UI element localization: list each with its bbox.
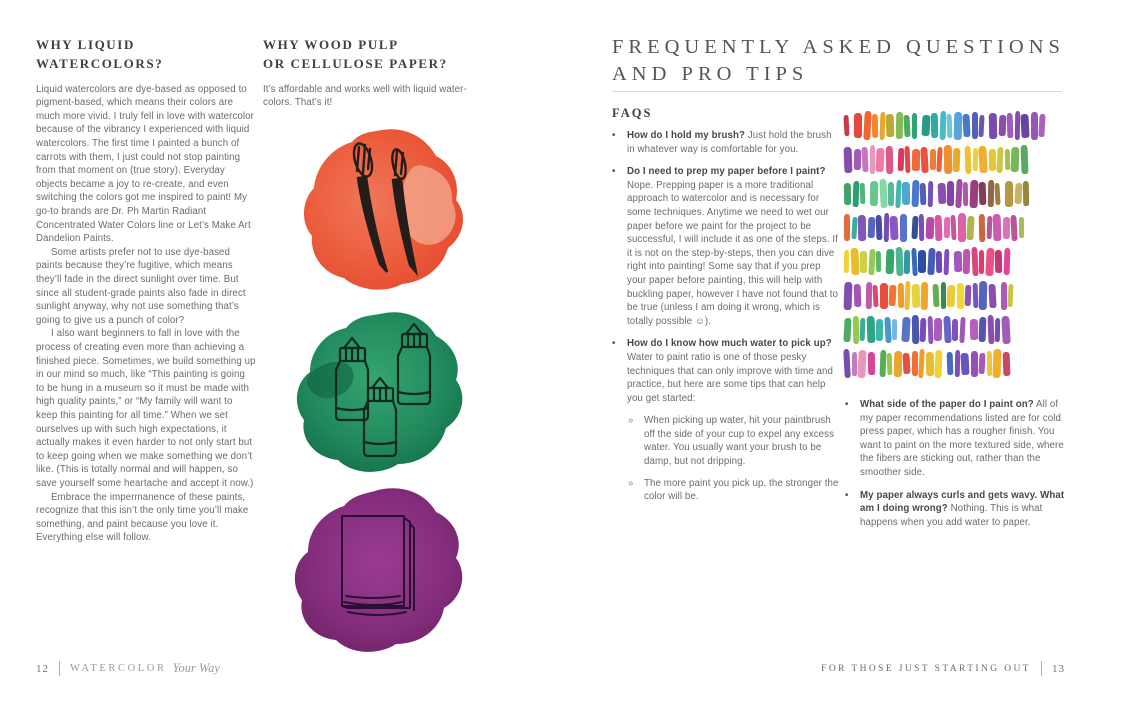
paint-stroke xyxy=(879,179,888,208)
paint-stroke xyxy=(987,315,994,344)
watercolor-blob-bottles-illustration xyxy=(288,304,470,484)
paint-stroke xyxy=(867,352,874,375)
paint-stroke xyxy=(892,319,897,340)
section-title-line1: WHY WOOD PULP xyxy=(263,37,399,52)
paint-stroke xyxy=(905,146,911,173)
paint-stroke xyxy=(919,214,924,241)
paint-stroke xyxy=(992,349,1001,378)
paint-stroke xyxy=(956,282,963,308)
paint-stroke xyxy=(963,249,970,274)
tip-text: The more paint you pick up, the stronger the color will be. xyxy=(644,477,839,503)
paint-stroke xyxy=(851,216,857,238)
book-title: WATERCOLOR xyxy=(70,663,167,674)
paint-stroke xyxy=(921,281,928,309)
paint-stroke xyxy=(936,147,942,172)
swatch-row xyxy=(844,282,1068,309)
paint-stroke xyxy=(911,315,919,344)
paint-stroke xyxy=(872,284,878,306)
faq-question: Do I need to prep my paper before I paint? xyxy=(627,166,826,178)
right-page-footer xyxy=(821,661,1065,676)
paint-stroke xyxy=(947,352,954,375)
paint-stroke xyxy=(1011,147,1020,172)
paint-stroke xyxy=(930,149,936,170)
paint-stroke xyxy=(953,111,961,139)
paint-stroke xyxy=(925,216,934,238)
paint-stroke xyxy=(989,112,997,138)
faq-item xyxy=(845,489,1069,530)
paint-stroke xyxy=(946,284,955,306)
paint-stroke xyxy=(875,147,884,171)
faq-text xyxy=(627,337,842,405)
paint-stroke xyxy=(911,283,920,307)
paint-stroke xyxy=(979,317,987,342)
paint-stroke xyxy=(854,113,862,138)
faq-question: What side of the paper do I paint on? xyxy=(860,399,1034,410)
bullet-icon: • xyxy=(845,489,849,501)
paint-stroke xyxy=(996,146,1003,172)
paint-stroke xyxy=(1014,111,1020,140)
paint-stroke xyxy=(912,113,917,139)
paint-stroke xyxy=(903,114,910,136)
paint-stroke xyxy=(895,112,902,139)
paragraph: Some artists prefer not to use dye-based paints because they’re fugitive, which means they’ll fade in the direct sunlight over time. But since all student-grade paints also fade in direct sunlight anyway, why not use something that’s going to give us a punch of color? xyxy=(36,246,246,326)
paint-stroke xyxy=(1038,114,1045,137)
paint-stroke xyxy=(1001,282,1007,310)
paint-stroke xyxy=(853,149,860,170)
paint-stroke xyxy=(897,148,904,171)
footer-divider xyxy=(1041,661,1042,676)
paint-stroke xyxy=(1002,351,1010,375)
tip-text: When picking up water, hit your paintbrush off the side of your cup to expel any excess water. You usually want your brush to be damp, but not dripping. xyxy=(644,415,835,468)
paragraph: Liquid watercolors are dye-based as opposed to pigment-based, which means their colors are much more vivid. I truly fell in love with watercolor because of the vibrancy I experienced with liquid watercolors. The first time I painted a bunch of carrots with them, I just could not stop painting from that moment on (true story). Everyday objects became a joy to re-create, and even switching the colors got me inspired to paint! My go-to brands are Dr. Ph Martin Radiant Concentrated Water Colors line or Let’s Make Art Dandelion Paints. xyxy=(36,83,254,245)
paragraph: It’s affordable and works well with liquid water-colors. That’s it! xyxy=(263,83,467,109)
paint-stroke xyxy=(969,179,978,207)
faq-question: How do I hold my brush? xyxy=(627,130,746,141)
heading-rule xyxy=(612,91,1062,92)
paint-stroke xyxy=(987,180,993,207)
paint-stroke xyxy=(995,250,1002,273)
paint-stroke xyxy=(943,248,949,274)
faq-sub-tip xyxy=(628,477,842,504)
paint-stroke xyxy=(883,213,889,242)
paint-stroke xyxy=(902,353,910,374)
paint-stroke xyxy=(952,319,958,341)
faq-answer: All of my paper recommendations listed are for cold press paper, which has a rougher finish. You want to paint on the more textured side, where the fibers are sticking out, rather than the smoother side. xyxy=(860,399,1064,478)
faqs-heading: FAQS xyxy=(612,106,653,120)
paint-stroke xyxy=(935,349,943,377)
faq-question: My paper always curls and gets wavy. What am I doing wrong? xyxy=(860,489,1065,515)
paint-stroke xyxy=(1007,284,1013,307)
paint-stroke xyxy=(860,251,867,273)
paint-stroke xyxy=(918,250,926,273)
paint-stroke xyxy=(920,182,927,204)
paint-stroke xyxy=(1020,145,1028,174)
paint-stroke xyxy=(979,281,988,310)
faq-item xyxy=(612,165,842,328)
paint-stroke xyxy=(920,317,927,341)
paint-stroke xyxy=(888,182,894,206)
paint-stroke xyxy=(844,250,849,273)
paint-stroke xyxy=(972,112,978,139)
paint-stroke xyxy=(935,214,943,240)
paint-stroke xyxy=(876,215,883,240)
paint-stroke xyxy=(978,353,985,374)
paint-stroke xyxy=(978,114,984,136)
purple-blob xyxy=(295,488,462,652)
paint-stroke xyxy=(994,182,1000,204)
paint-stroke xyxy=(927,180,932,206)
paint-stroke xyxy=(943,145,952,174)
paint-stroke xyxy=(954,350,959,377)
paint-stroke xyxy=(927,248,935,275)
faq-text xyxy=(627,165,842,328)
paint-stroke xyxy=(876,251,881,272)
paint-stroke xyxy=(1014,183,1022,204)
paint-stroke xyxy=(962,114,970,137)
paint-stroke xyxy=(852,352,857,376)
paint-stroke xyxy=(972,148,977,171)
paint-stroke xyxy=(1019,217,1024,238)
paint-stroke xyxy=(888,285,896,306)
faq-sub-tip xyxy=(628,414,842,468)
paragraph: I also want beginners to fall in love with the process of creating even more than achieving a finished piece. Sometimes, we build something up in our mind so much, like “This painting is going to be hung in a museum so it must be made with high quality paints,” or “My family will want to keep this painting for all time.” When we set ourselves up with such high expectations, it actually makes it even harder to not only start but to keep going when we make something we don’t like. (This is totally normal and will happen, so save yourself some heartache and accept it now.) xyxy=(36,328,256,489)
paint-stroke xyxy=(886,114,895,137)
tip-marker-icon: » xyxy=(628,415,634,427)
faq-answer: Nope. Prepping paper is a more traditional approach to watercolor and is necessary for some techniques. Anytime we need to wet our paper before we paint for the project to be successful, I will include it as one of the steps. If it is not on the step-by-steps, then you can dive right into painting! Some say that if you prep your paper before painting, this will help with buckling paper, however I have not found that to be true (unless I am doing it wrong, which is totally possible ☺). xyxy=(627,179,839,327)
paint-stroke xyxy=(947,181,954,206)
swatch-row xyxy=(844,146,1068,173)
paint-stroke xyxy=(1004,149,1009,170)
paint-stroke xyxy=(1002,216,1009,238)
paint-stroke xyxy=(870,181,878,206)
paint-stroke xyxy=(1007,113,1014,138)
paint-stroke xyxy=(865,282,871,309)
faq-answer: Just hold the brush in whatever way is comfortable for you. xyxy=(627,130,832,155)
watercolor-swatches-art xyxy=(844,112,1068,384)
paint-stroke xyxy=(959,316,965,342)
paint-stroke xyxy=(843,317,851,341)
paint-stroke xyxy=(934,318,942,341)
paint-stroke xyxy=(843,349,851,378)
paint-stroke xyxy=(969,319,977,340)
page-heading-line1: FREQUENTLY ASKED QUESTIONS xyxy=(612,36,1065,58)
paint-stroke xyxy=(886,249,895,274)
paint-stroke xyxy=(860,318,866,341)
paint-stroke xyxy=(1020,113,1029,137)
paint-stroke xyxy=(986,351,991,376)
faq-text xyxy=(627,129,842,156)
paint-stroke xyxy=(844,281,853,309)
paint-stroke xyxy=(960,352,969,374)
paint-stroke xyxy=(879,350,886,377)
paint-stroke xyxy=(868,248,875,274)
faq-column-left xyxy=(612,129,842,512)
section-title-line2: OR CELLULOSE PAPER? xyxy=(263,55,448,71)
tip-marker-icon: » xyxy=(628,477,634,489)
left-page-footer xyxy=(36,661,220,676)
paint-stroke xyxy=(963,181,968,205)
paint-stroke xyxy=(986,216,992,239)
paint-stroke xyxy=(885,145,892,173)
paint-stroke xyxy=(1010,214,1017,240)
paint-stroke xyxy=(958,213,966,242)
paint-stroke xyxy=(893,350,901,376)
paint-stroke xyxy=(911,247,917,275)
paint-stroke xyxy=(1031,112,1038,140)
paint-stroke xyxy=(978,146,987,173)
watercolor-blob-paper-illustration xyxy=(284,482,472,658)
paint-stroke xyxy=(936,250,942,272)
paint-stroke xyxy=(857,349,866,377)
watercolor-blob-paintbrushes-illustration xyxy=(296,122,468,298)
faq-column-right xyxy=(845,398,1069,538)
paint-stroke xyxy=(911,148,919,170)
paint-stroke xyxy=(995,317,1000,341)
paint-stroke xyxy=(979,213,985,241)
paint-stroke xyxy=(870,145,875,174)
paint-stroke xyxy=(971,247,979,276)
paint-stroke xyxy=(901,317,910,342)
swatch-row xyxy=(844,214,1068,241)
paint-stroke xyxy=(971,351,978,377)
paint-stroke xyxy=(872,113,878,137)
paint-stroke xyxy=(965,285,972,306)
paint-stroke xyxy=(925,351,933,375)
paint-stroke xyxy=(850,248,859,275)
paint-stroke xyxy=(1005,181,1013,207)
paint-stroke xyxy=(920,146,928,172)
faq-answer: Water to paint ratio is one of those pesky techniques that can only improve with time and practice, but here are some tips that can help you get started: xyxy=(627,351,833,404)
paint-stroke xyxy=(858,214,866,240)
paint-stroke xyxy=(953,251,962,272)
faq-item xyxy=(612,129,842,156)
paint-stroke xyxy=(972,283,978,308)
paint-stroke xyxy=(887,352,893,374)
swatch-row xyxy=(844,248,1068,275)
paint-stroke xyxy=(852,180,859,206)
page-heading xyxy=(612,34,1072,87)
page-heading-line2: AND PRO TIPS xyxy=(612,62,809,85)
section-title: WHY LIQUID WATERCOLORS? xyxy=(36,37,164,71)
swatch-row xyxy=(844,112,1068,139)
paint-stroke xyxy=(912,351,918,376)
paint-stroke xyxy=(844,146,853,172)
paint-stroke xyxy=(918,349,925,378)
faq-answer: Nothing. This is what happens when you add water to paper. xyxy=(860,503,1043,528)
footer-divider xyxy=(59,661,60,676)
paint-stroke xyxy=(947,113,953,137)
paint-stroke xyxy=(966,215,974,239)
swatch-row xyxy=(844,180,1068,207)
swatch-row xyxy=(844,316,1068,343)
paint-stroke xyxy=(939,111,946,140)
paint-stroke xyxy=(979,182,987,205)
paint-stroke xyxy=(844,182,851,204)
paint-stroke xyxy=(897,283,903,308)
column-why-liquid-watercolors xyxy=(36,36,256,545)
paint-stroke xyxy=(1023,181,1029,206)
paint-stroke xyxy=(998,115,1006,136)
paint-stroke xyxy=(989,149,996,171)
paint-stroke xyxy=(863,111,872,140)
faq-item xyxy=(845,398,1069,480)
section-running-title: FOR THOSE JUST STARTING OUT xyxy=(821,663,1031,674)
paint-stroke xyxy=(852,315,858,343)
paint-stroke xyxy=(937,183,946,204)
paint-stroke xyxy=(866,316,875,343)
column-why-wood-pulp xyxy=(263,36,468,110)
paint-stroke xyxy=(1001,315,1010,343)
paint-stroke xyxy=(879,111,885,139)
paint-stroke xyxy=(1003,248,1010,275)
paint-stroke xyxy=(931,113,938,138)
paint-stroke xyxy=(895,179,901,207)
paint-stroke xyxy=(867,217,875,238)
bullet-icon: • xyxy=(612,130,616,141)
paint-stroke xyxy=(993,214,1002,241)
paint-stroke xyxy=(911,216,918,239)
paint-stroke xyxy=(853,284,861,307)
paint-stroke xyxy=(932,284,939,307)
paint-stroke xyxy=(904,249,910,273)
paint-stroke xyxy=(927,315,933,343)
faq-text xyxy=(860,489,1069,530)
paint-stroke xyxy=(900,214,907,242)
paint-stroke xyxy=(941,282,946,309)
paint-stroke xyxy=(965,145,972,173)
book-subtitle: Your Way xyxy=(172,661,220,675)
section-title xyxy=(263,36,468,74)
paint-stroke xyxy=(921,115,930,136)
paint-stroke xyxy=(889,215,898,239)
swatch-row xyxy=(844,350,1068,377)
paint-stroke xyxy=(895,247,903,276)
paint-stroke xyxy=(988,283,996,307)
paint-stroke xyxy=(955,179,963,208)
faq-item xyxy=(612,337,842,405)
bullet-icon: • xyxy=(612,338,616,350)
paint-stroke xyxy=(844,214,850,241)
paint-stroke xyxy=(880,283,888,309)
page-number: 12 xyxy=(36,662,49,675)
paint-stroke xyxy=(985,247,994,275)
paint-stroke xyxy=(979,250,984,274)
paint-stroke xyxy=(876,318,883,340)
bullet-icon: • xyxy=(612,166,616,178)
paint-stroke xyxy=(911,180,919,207)
paint-stroke xyxy=(904,281,910,310)
paint-stroke xyxy=(843,115,849,136)
paint-stroke xyxy=(943,316,951,343)
paint-stroke xyxy=(861,147,868,172)
paint-stroke xyxy=(902,182,910,205)
paint-stroke xyxy=(943,217,949,238)
paint-stroke xyxy=(884,316,891,342)
faq-question: How do I know how much water to pick up? xyxy=(627,338,832,350)
page-number: 13 xyxy=(1052,662,1065,675)
faq-text xyxy=(860,398,1069,480)
paint-stroke xyxy=(950,215,956,240)
paint-stroke xyxy=(953,147,961,171)
bullet-icon: • xyxy=(845,399,849,410)
paint-stroke xyxy=(860,183,866,204)
paragraph: Embrace the impermanence of these paints, recognize that this isn’t the only time you’ll make something, and paint because you love it. Everything else will follow. xyxy=(36,491,249,544)
